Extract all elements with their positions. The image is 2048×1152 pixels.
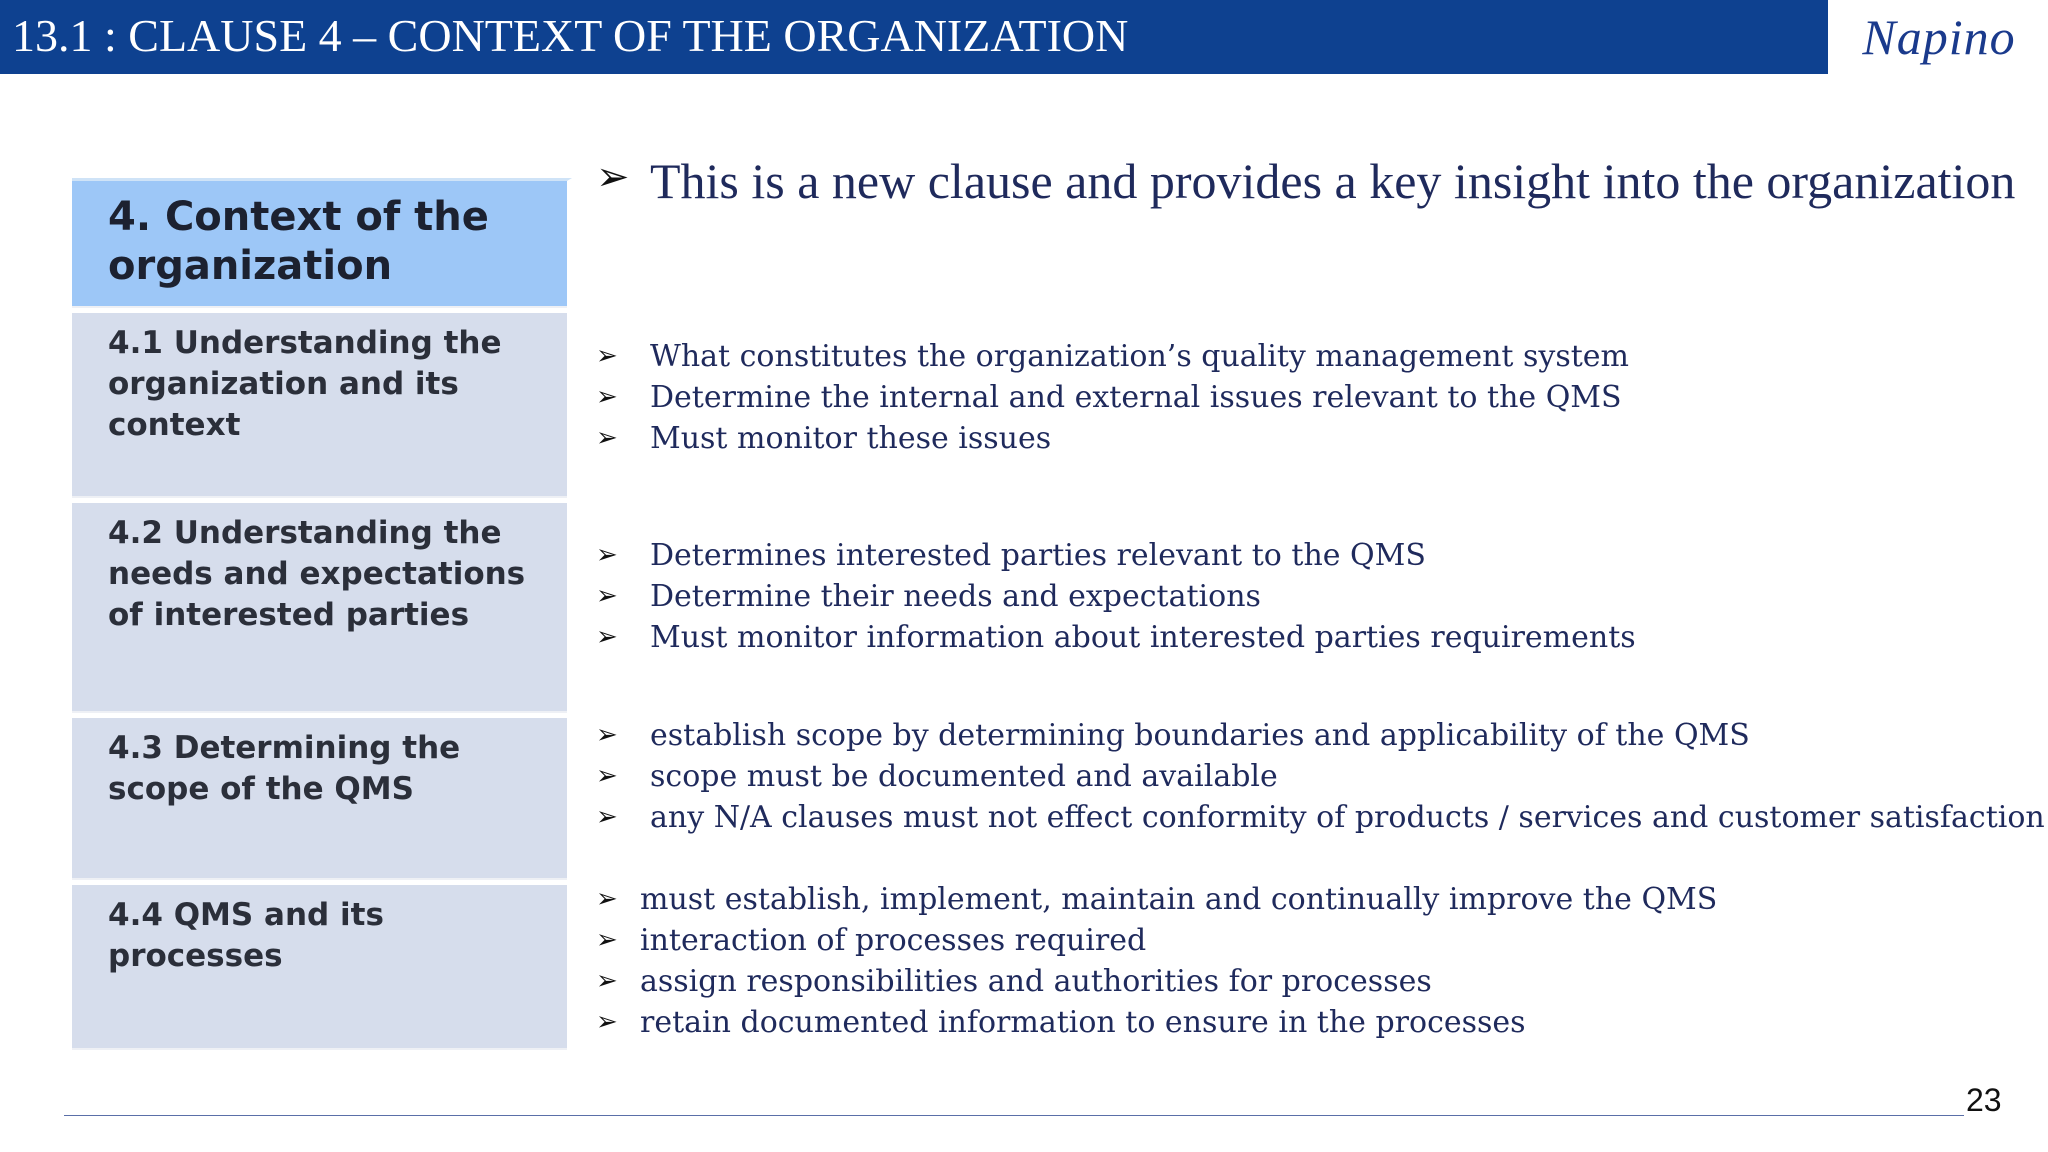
bullet-text: assign responsibilities and authorities for processes	[640, 964, 1432, 999]
arrow-bullet-icon: ➢	[596, 154, 630, 200]
arrow-bullet-icon: ➢	[596, 884, 618, 914]
arrow-bullet-icon: ➢	[596, 925, 618, 955]
arrow-bullet-icon: ➢	[596, 622, 618, 652]
list-item	[596, 715, 2045, 756]
table-row-4-2: 4.2 Understanding the needs and expectations of interested parties	[72, 503, 572, 713]
table-row-4-1: 4.1 Understanding the organization and its context	[72, 313, 572, 498]
list-item	[596, 1002, 1717, 1043]
intro-text: This is a new clause and provides a key insight into the organization	[650, 153, 2016, 209]
arrow-bullet-icon: ➢	[596, 341, 618, 371]
bullet-text: establish scope by determining boundaries and applicability of the QMS	[650, 718, 1750, 753]
slide-title: 13.1 : CLAUSE 4 – CONTEXT OF THE ORGANIZATION	[12, 10, 1129, 61]
list-item	[596, 336, 1629, 377]
bullet-group-scope	[596, 715, 2045, 838]
bullet-text: Determine the internal and external issues relevant to the QMS	[650, 380, 1622, 415]
bullet-group-context	[596, 336, 1629, 459]
arrow-bullet-icon: ➢	[596, 382, 618, 412]
bullet-text: retain documented information to ensure in the processes	[640, 1005, 1526, 1040]
bullet-text: scope must be documented and available	[650, 759, 1278, 794]
list-item	[596, 879, 1717, 920]
list-item	[596, 418, 1629, 459]
arrow-bullet-icon: ➢	[596, 720, 618, 750]
table-row-4-4: 4.4 QMS and its processes	[72, 885, 572, 1050]
list-item	[596, 756, 2045, 797]
table-row-4-3: 4.3 Determining the scope of the QMS	[72, 718, 572, 880]
bullet-text: What constitutes the organization’s quality management system	[650, 339, 1629, 374]
page-number: 23	[1966, 1082, 2002, 1118]
bullet-text: must establish, implement, maintain and continually improve the QMS	[640, 882, 1718, 917]
list-item	[596, 576, 1636, 617]
list-item	[596, 617, 1636, 658]
bullet-text: interaction of processes required	[640, 923, 1147, 958]
arrow-bullet-icon: ➢	[596, 761, 618, 791]
arrow-bullet-icon: ➢	[596, 540, 618, 570]
arrow-bullet-icon: ➢	[596, 966, 618, 996]
bullet-text: any N/A clauses must not effect conformity of products / services and customer satisfaction	[650, 800, 2045, 835]
footer-divider	[64, 1115, 1964, 1116]
list-item	[596, 377, 1629, 418]
arrow-bullet-icon: ➢	[596, 802, 618, 832]
bullet-text: Must monitor these issues	[650, 421, 1052, 456]
list-item	[596, 961, 1717, 1002]
arrow-bullet-icon: ➢	[596, 1007, 618, 1037]
list-item	[596, 920, 1717, 961]
napino-logo: Napino	[1862, 9, 2016, 65]
bullet-text: Determines interested parties relevant to the QMS	[650, 538, 1426, 573]
arrow-bullet-icon: ➢	[596, 581, 618, 611]
header-bar	[0, 0, 1828, 74]
bullet-group-interested-parties	[596, 535, 1636, 658]
list-item	[596, 535, 1636, 576]
arrow-bullet-icon: ➢	[596, 423, 618, 453]
bullet-text: Must monitor information about interested parties requirements	[650, 620, 1636, 655]
bullet-group-processes	[596, 879, 1717, 1043]
table-heading: 4. Context of the organization	[72, 178, 572, 308]
list-item	[596, 797, 2045, 838]
bullet-text: Determine their needs and expectations	[650, 579, 1261, 614]
